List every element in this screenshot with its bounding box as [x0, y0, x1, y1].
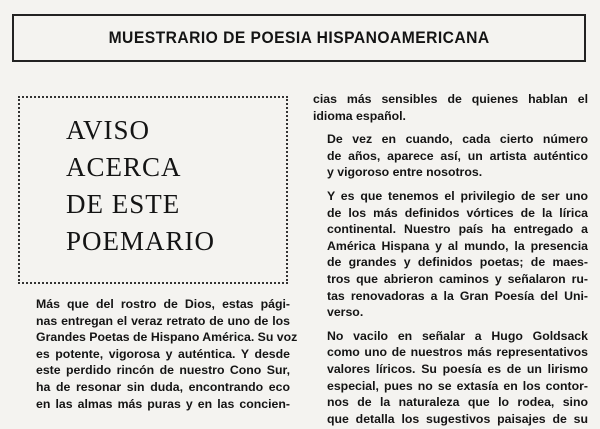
paragraph	[313, 131, 588, 181]
text-line: y vigoroso entre nosotros.	[327, 165, 483, 180]
notice-title	[66, 112, 215, 260]
text-line: idioma español.	[313, 108, 406, 123]
text-line: es potente, vigorosa y auténtica. Y desde	[36, 346, 290, 361]
notice-title-line: DE ESTE	[66, 189, 181, 219]
notice-title-line: AVISO	[66, 115, 151, 145]
text-line: especial, pues no se extasía en los contor-	[327, 378, 588, 393]
text-line: como uno de nuestros más representativos	[327, 345, 588, 360]
right-column	[313, 91, 588, 427]
text-line: tros que abrieron caminos y señalaron ru-	[327, 271, 588, 286]
text-line: Grandes Poetas de Hispano América. Su voz	[36, 330, 298, 345]
text-line: valores líricos. Su poesía es de un lirismo	[327, 361, 588, 376]
text-line: De vez en cuando, cada cierto número	[327, 132, 588, 147]
text-line: nas entregan el veraz retrato de uno de los	[36, 313, 290, 328]
section-header	[12, 14, 586, 62]
text-line: América Hispana y al mundo, la presencia	[327, 238, 588, 253]
text-line: de años, aparece así, un artista auténtico	[327, 148, 588, 163]
paragraph	[313, 188, 588, 321]
text-line: de los más definidos vórtices de la lírica	[327, 205, 588, 220]
paragraph	[22, 296, 298, 412]
left-column	[22, 296, 298, 412]
notice-title-line: ACERCA	[66, 152, 182, 182]
text-line: ha de resonar sin duda, encontrando eco	[36, 379, 290, 394]
text-line: que detalla los sugestivos paisajes de su	[327, 411, 588, 426]
paragraph	[313, 328, 588, 428]
notice-title-line: POEMARIO	[66, 226, 216, 256]
text-line: Y es que tenemos el privilegio de ser uno	[327, 188, 588, 203]
text-line: Más que del rostro de Dios, estas pági-	[36, 297, 290, 311]
text-line: en las almas más puras y en las concien-	[36, 396, 290, 411]
text-line: tas renovadoras a la Gran Poesía del Uni-	[327, 288, 588, 303]
text-line: este perdido rincón de nuestro Cono Sur,	[36, 363, 290, 378]
text-line: verso.	[327, 305, 364, 320]
text-line: nos de la naturaleza que lo rodea, sino	[327, 395, 588, 410]
section-title: MUESTRARIO DE POESIA HISPANOAMERICANA	[108, 28, 490, 47]
paragraph	[313, 91, 588, 124]
notice-box	[18, 96, 288, 284]
text-line: de grandes y definidos poetas; de maes-	[327, 255, 588, 270]
text-line: cias más sensibles de quienes hablan el	[313, 92, 588, 106]
text-line: No vacilo en señalar a Hugo Goldsack	[327, 328, 588, 343]
text-line: continental. Nuestro país ha entregado a	[327, 222, 588, 237]
